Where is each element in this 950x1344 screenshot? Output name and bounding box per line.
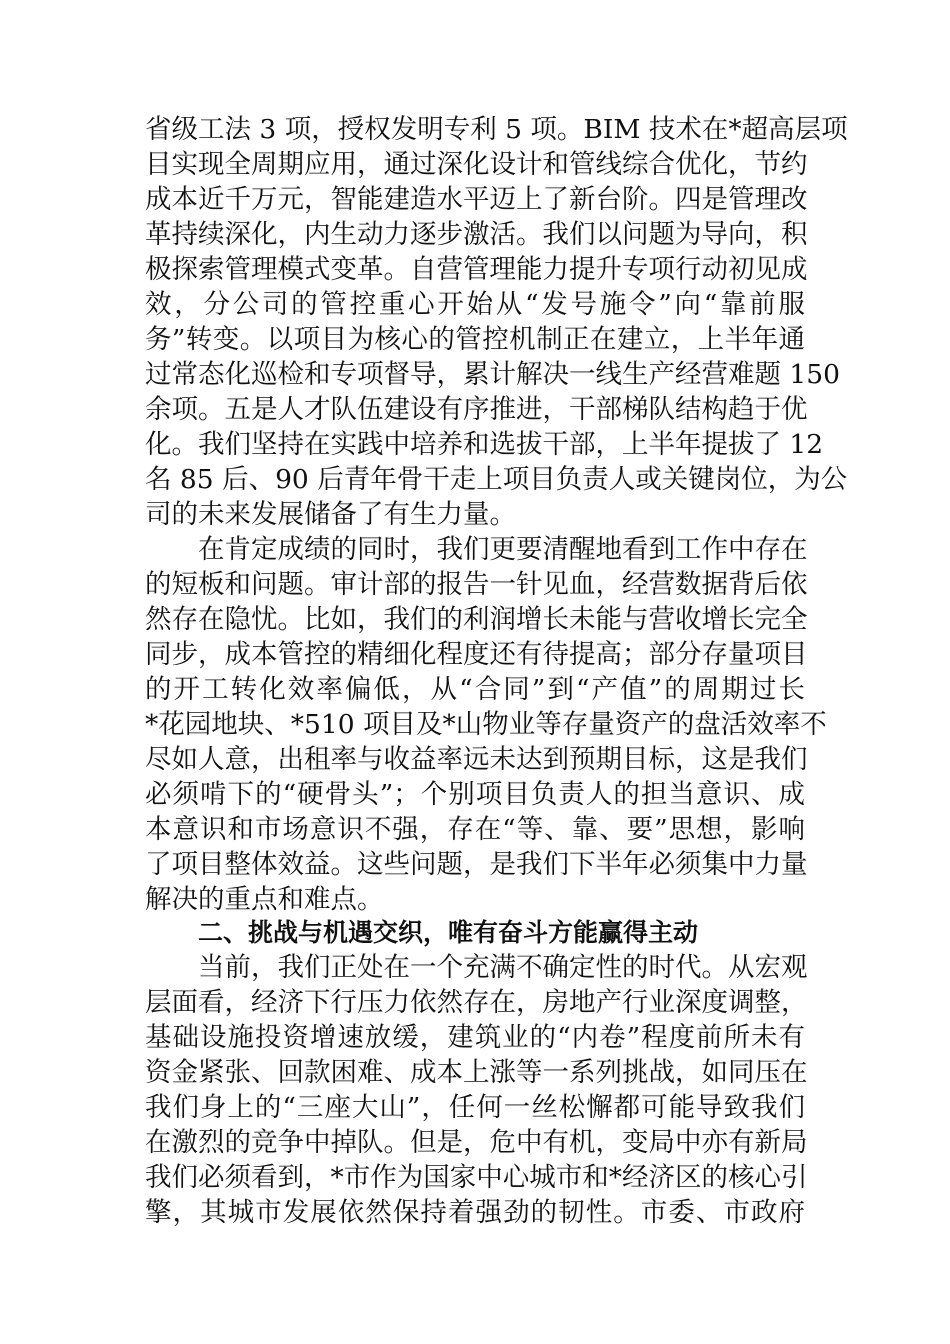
text-line: 革持续深化，内生动力逐步激活。我们以问题为导向，积 [145, 219, 808, 250]
text-line: 化。我们坚持在实践中培养和选拔干部，上半年提拔了 12 [145, 429, 824, 460]
text-line: 在肯定成绩的同时，我们更要清醒地看到工作中存在 [198, 534, 808, 565]
text-line: 我们必须看到，*市作为国家中心城市和*经济区的核心引 [145, 1162, 808, 1193]
text-line: 然存在隐忧。比如，我们的利润增长未能与营收增长完全 [145, 604, 808, 635]
text-line: 的开工转化效率偏低，从“合同”到“产值”的周期过长 [145, 674, 805, 705]
text-line: 名 85 后、90 后青年骨干走上项目负责人或关键岗位，为公 [145, 464, 848, 495]
paragraph-challenges [145, 950, 808, 1230]
text-line: 必须啃下的“硬骨头”；个别项目负责人的担当意识、成 [145, 779, 805, 810]
text-line: *花园地块、*510 项目及*山物业等存量资产的盘活效率不 [145, 709, 827, 740]
text-line: 资金紧张、回款困难、成本上涨等一系列挑战，如同压在 [145, 1057, 808, 1088]
text-line: 余项。五是人才队伍建设有序推进，干部梯队结构趋于优 [145, 394, 808, 425]
text-line: 务”转变。以项目为核心的管控机制正在建立，上半年通 [145, 324, 805, 355]
text-line: 的短板和问题。审计部的报告一针见血，经营数据背后依 [145, 569, 808, 600]
paragraph-problems [145, 532, 827, 917]
text-line: 基础设施投资增速放缓，建筑业的“内卷”程度前所未有 [145, 1022, 805, 1053]
text-line: 尽如人意，出租率与收益率远未达到预期目标，这是我们 [145, 744, 808, 775]
text-line: 我们身上的“三座大山”，任何一丝松懈都可能导致我们 [145, 1092, 805, 1123]
text-line: 解决的重点和难点。 [145, 884, 384, 915]
text-line: 效，分公司的管控重心开始从“发号施令”向“靠前服 [145, 289, 805, 320]
text-line: 本意识和市场意识不强，存在“等、靠、要”思想，影响 [145, 814, 805, 845]
text-line: 擎，其城市发展依然保持着强劲的韧性。市委、市政府 [145, 1197, 805, 1228]
text-line: 成本近千万元，智能建造水平迈上了新台阶。四是管理改 [145, 184, 808, 215]
text-line: 了项目整体效益。这些问题，是我们下半年必须集中力量 [145, 849, 808, 880]
text-line: 过常态化巡检和专项督导，累计解决一线生产经营难题 150 [145, 359, 841, 390]
paragraph-achievements [145, 112, 848, 532]
section-heading: 二、挑战与机遇交织，唯有奋斗方能赢得主动 [198, 918, 699, 947]
text-line: 当前，我们正处在一个充满不确定性的时代。从宏观 [198, 952, 808, 983]
text-line: 极探索管理模式变革。自营管理能力提升专项行动初见成 [145, 254, 808, 285]
text-line: 层面看，经济下行压力依然存在，房地产行业深度调整， [145, 987, 808, 1018]
text-line: 同步，成本管控的精细化程度还有待提高；部分存量项目 [145, 639, 808, 670]
text-line: 省级工法 3 项，授权发明专利 5 项。BIM 技术在*超高层项 [145, 114, 848, 145]
text-line: 司的未来发展储备了有生力量。 [145, 499, 516, 530]
text-line: 在激烈的竞争中掉队。但是，危中有机，变局中亦有新局 [145, 1127, 808, 1158]
text-line: 目实现全周期应用，通过深化设计和管线综合优化，节约 [145, 149, 808, 180]
